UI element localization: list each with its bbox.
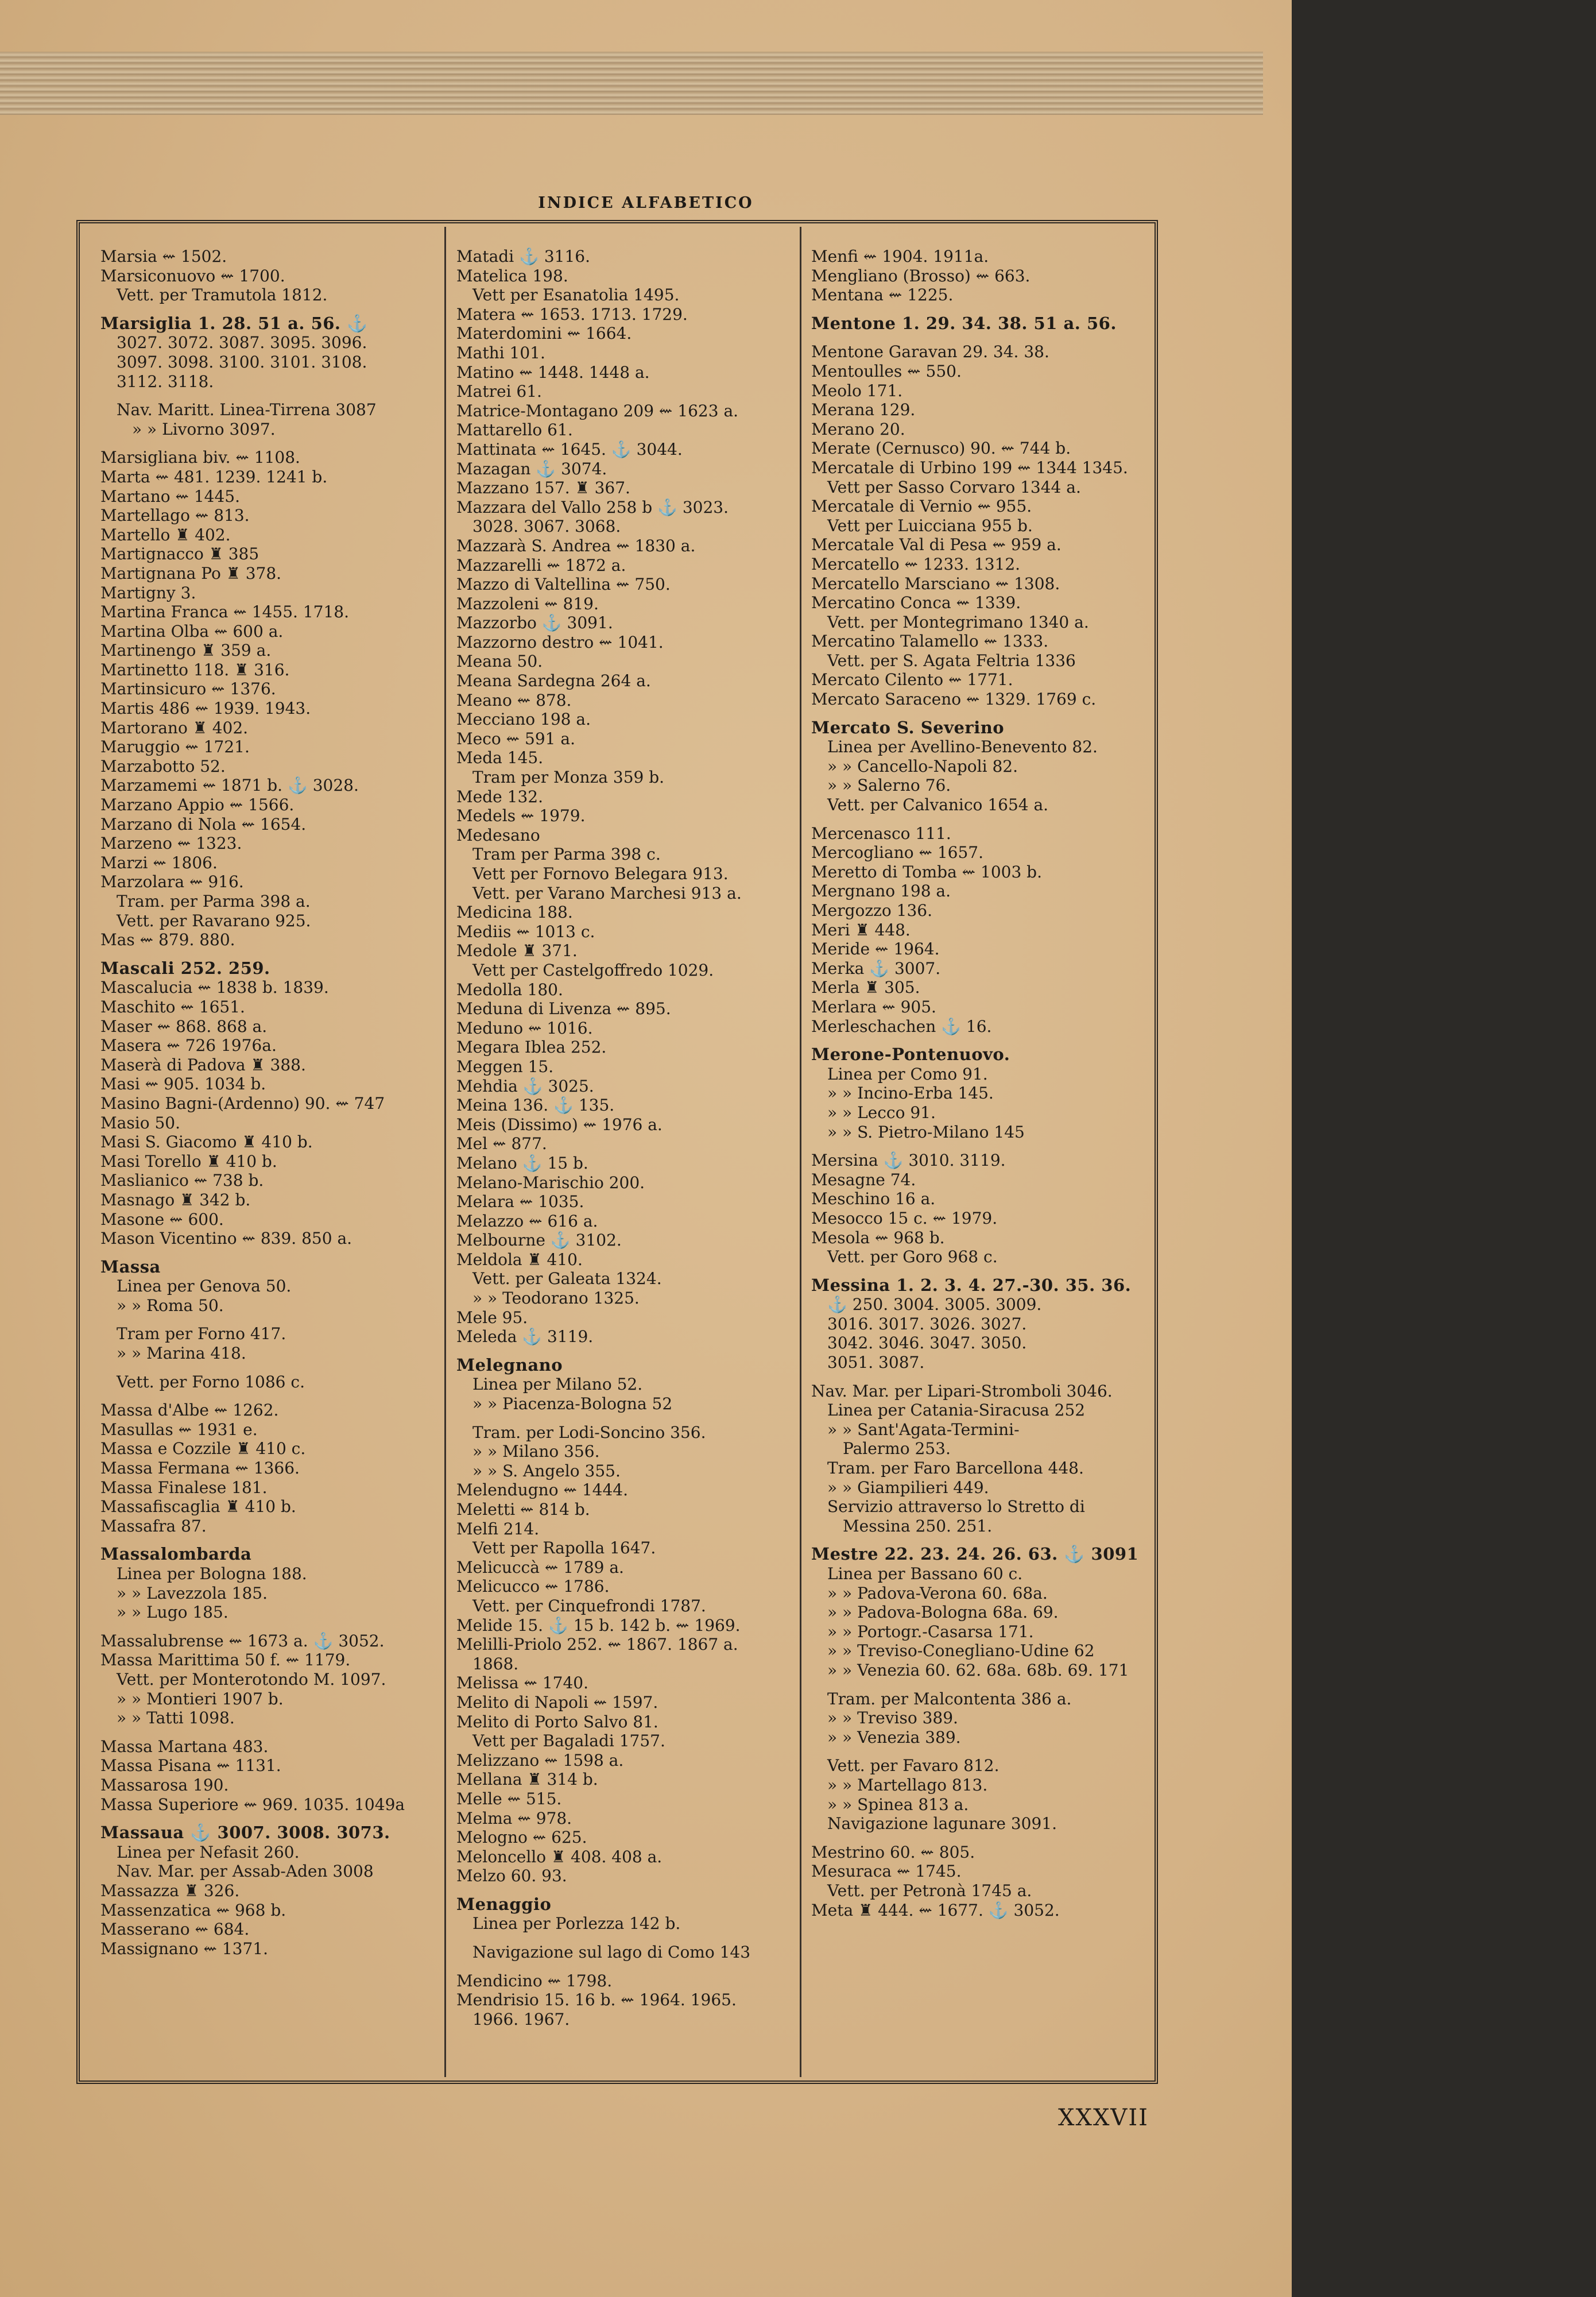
index-entry: Meano ⇜ 878. bbox=[456, 690, 572, 710]
index-entry: Mersina ⚓ 3010. 3119. bbox=[811, 1151, 1006, 1170]
index-entry: Masi Torello ♜ 410 b. bbox=[100, 1151, 277, 1171]
index-entry: Masino Bagni-(Ardenno) 90. ⇜ 747 bbox=[100, 1093, 385, 1113]
index-entry: Mestrino 60. ⇜ 805. bbox=[811, 1842, 975, 1862]
index-entry: Martello ♜ 402. bbox=[100, 525, 231, 544]
index-entry: Marsigliana biv. ⇜ 1108. bbox=[100, 448, 300, 467]
index-heading: Massalombarda bbox=[100, 1544, 252, 1564]
index-entry: Meolo 171. bbox=[811, 381, 903, 400]
index-entry: Massa Finalese 181. bbox=[100, 1478, 268, 1497]
index-entry: Melissa ⇜ 1740. bbox=[456, 1673, 589, 1693]
index-entry: Mazzano 157. ♜ 367. bbox=[456, 478, 630, 498]
index-entry: Melide 15. ⚓ 15 b. 142 b. ⇜ 1969. bbox=[456, 1615, 741, 1635]
index-entry: Marzolara ⇜ 916. bbox=[100, 872, 244, 892]
index-entry: Merate (Cernusco) 90. ⇜ 744 b. bbox=[811, 439, 1071, 458]
index-entry: » » Cancello-Napoli 82. bbox=[827, 756, 1018, 776]
index-entry: Massa e Cozzile ♜ 410 c. bbox=[100, 1439, 306, 1459]
index-entry: Mazzarà S. Andrea ⇜ 1830 a. bbox=[456, 536, 696, 555]
index-entry: Masio 50. bbox=[100, 1113, 180, 1132]
index-heading: Marsiglia 1. 28. 51 a. 56. ⚓ bbox=[100, 313, 368, 333]
index-entry: Meschino 16 a. bbox=[811, 1189, 936, 1209]
index-entry: » » Lavezzola 185. bbox=[117, 1583, 268, 1603]
column-divider bbox=[444, 227, 446, 2077]
index-entry: Maschito ⇜ 1651. bbox=[100, 997, 245, 1016]
index-entry: Nav. Maritt. Linea-Tirrena 3087 bbox=[117, 400, 377, 420]
index-entry: Vett. per Tramutola 1812. bbox=[117, 285, 328, 305]
index-entry: Tram. per Lodi-Soncino 356. bbox=[472, 1422, 706, 1442]
index-entry: Matera ⇜ 1653. 1713. 1729. bbox=[456, 304, 688, 324]
index-entry: Merana 129. bbox=[811, 400, 916, 420]
index-entry: » » Montieri 1907 b. bbox=[117, 1689, 284, 1708]
index-entry: Melma ⇜ 978. bbox=[456, 1808, 572, 1828]
index-entry: Martigny 3. bbox=[100, 583, 196, 602]
index-heading: Mestre 22. 23. 24. 26. 63. ⚓ 3091 bbox=[811, 1544, 1139, 1564]
index-entry: Martignana Po ♜ 378. bbox=[100, 563, 282, 583]
index-entry: Tram per Forno 417. bbox=[117, 1324, 286, 1344]
index-entry: Matino ⇜ 1448. 1448 a. bbox=[456, 362, 650, 382]
index-entry: Mehdia ⚓ 3025. bbox=[456, 1076, 594, 1096]
index-entry: Navigazione sul lago di Como 143 bbox=[472, 1943, 751, 1962]
index-entry: Mesola ⇜ 968 b. bbox=[811, 1228, 945, 1247]
index-entry: Medesano bbox=[456, 825, 540, 845]
index-entry: Massenzatica ⇜ 968 b. bbox=[100, 1900, 286, 1920]
index-entry: » » Incino-Erba 145. bbox=[827, 1084, 994, 1103]
page-edge bbox=[0, 52, 1263, 115]
index-entry: 3051. 3087. bbox=[827, 1353, 925, 1372]
index-entry: Vett. per Montegrimano 1340 a. bbox=[827, 612, 1089, 632]
index-entry: Medole ♜ 371. bbox=[456, 941, 578, 961]
index-entry: Medels ⇜ 1979. bbox=[456, 806, 586, 826]
index-entry: Mercatale Val di Pesa ⇜ 959 a. bbox=[811, 535, 1062, 555]
index-heading: Menaggio bbox=[456, 1894, 552, 1914]
index-entry: Melazzo ⇜ 616 a. bbox=[456, 1211, 598, 1231]
index-entry: Nav. Mar. per Lipari-Stromboli 3046. bbox=[811, 1381, 1113, 1401]
index-entry: » » Teodorano 1325. bbox=[472, 1289, 640, 1308]
index-entry: » » Venezia 389. bbox=[827, 1727, 961, 1747]
index-entry: Massa Martana 483. bbox=[100, 1737, 269, 1756]
index-entry: Mercatale di Vernio ⇜ 955. bbox=[811, 497, 1032, 516]
index-entry: » » Venezia 60. 62. 68a. 68b. 69. 171 bbox=[827, 1660, 1129, 1680]
index-entry: Melano ⚓ 15 b. bbox=[456, 1153, 588, 1173]
index-column-1 bbox=[100, 247, 439, 2056]
index-heading: Massa bbox=[100, 1256, 161, 1277]
index-entry: 1868. bbox=[472, 1654, 519, 1673]
index-entry: Mercatello ⇜ 1233. 1312. bbox=[811, 554, 1021, 574]
index-entry: Merleschachen ⚓ 16. bbox=[811, 1016, 992, 1036]
index-entry: Linea per Bassano 60 c. bbox=[827, 1564, 1023, 1583]
index-entry: Masi ⇜ 905. 1034 b. bbox=[100, 1074, 266, 1094]
index-entry: Meana Sardegna 264 a. bbox=[456, 671, 651, 691]
index-entry: 3028. 3067. 3068. bbox=[472, 517, 621, 536]
index-entry: Mercogliano ⇜ 1657. bbox=[811, 843, 984, 863]
index-entry: Linea per Bologna 188. bbox=[117, 1564, 307, 1583]
index-entry: Marzano Appio ⇜ 1566. bbox=[100, 795, 295, 815]
index-entry: Martinengo ♜ 359 a. bbox=[100, 641, 272, 660]
index-entry: Vett. per S. Agata Feltria 1336 bbox=[827, 651, 1076, 670]
page-number: XXXVII bbox=[1058, 2105, 1149, 2131]
index-entry: Mercatello Marsciano ⇜ 1308. bbox=[811, 574, 1060, 593]
index-entry: Mercato Saraceno ⇜ 1329. 1769 c. bbox=[811, 690, 1097, 709]
index-entry: Martina Olba ⇜ 600 a. bbox=[100, 621, 284, 641]
index-entry: Melito di Napoli ⇜ 1597. bbox=[456, 1692, 658, 1712]
index-entry: Meda 145. bbox=[456, 748, 544, 768]
index-entry: Mentone Garavan 29. 34. 38. bbox=[811, 342, 1049, 362]
index-entry: Marsia ⇜ 1502. bbox=[100, 247, 227, 266]
index-entry: Mazzorno destro ⇜ 1041. bbox=[456, 632, 664, 652]
index-entry: Meletti ⇜ 814 b. bbox=[456, 1500, 590, 1519]
index-entry: Martina Franca ⇜ 1455. 1718. bbox=[100, 602, 349, 622]
index-entry: Vett. per Galeata 1324. bbox=[472, 1269, 662, 1289]
index-entry: Martignacco ♜ 385 bbox=[100, 544, 259, 564]
index-entry: Vett. per Varano Marchesi 913 a. bbox=[472, 883, 742, 903]
index-entry: Medolla 180. bbox=[456, 980, 563, 999]
index-entry: Vett. per Monterotondo M. 1097. bbox=[117, 1669, 386, 1689]
index-entry: » » S. Pietro-Milano 145 bbox=[827, 1122, 1025, 1142]
index-entry: » » Treviso 389. bbox=[827, 1708, 958, 1728]
index-entry: Vett. per Forno 1086 c. bbox=[117, 1372, 305, 1391]
index-entry: Merla ♜ 305. bbox=[811, 978, 920, 997]
index-entry: Marzabotto 52. bbox=[100, 756, 226, 776]
index-entry: Massarosa 190. bbox=[100, 1775, 229, 1795]
index-entry: Mergnano 198 a. bbox=[811, 881, 951, 901]
index-entry: » » S. Angelo 355. bbox=[472, 1461, 621, 1480]
index-entry: Mengliano (Brosso) ⇜ 663. bbox=[811, 266, 1031, 285]
index-entry: Meis (Dissimo) ⇜ 1976 a. bbox=[456, 1115, 663, 1134]
index-entry: Mercatale di Urbino 199 ⇜ 1344 1345. bbox=[811, 458, 1128, 477]
index-entry: Mecciano 198 a. bbox=[456, 710, 591, 729]
index-entry: Massazza ♜ 326. bbox=[100, 1881, 240, 1900]
index-entry: Linea per Genova 50. bbox=[117, 1277, 292, 1296]
index-entry: Mazzara del Vallo 258 b ⚓ 3023. bbox=[456, 497, 729, 517]
index-entry: Maser ⇜ 868. 868 a. bbox=[100, 1016, 268, 1036]
index-entry: Massa Fermana ⇜ 1366. bbox=[100, 1459, 300, 1478]
index-entry: Meta ♜ 444. ⇜ 1677. ⚓ 3052. bbox=[811, 1900, 1060, 1920]
index-entry: Meco ⇜ 591 a. bbox=[456, 729, 575, 748]
index-entry: Mesocco 15 c. ⇜ 1979. bbox=[811, 1208, 998, 1228]
index-entry: Melle ⇜ 515. bbox=[456, 1789, 562, 1808]
index-entry: Mazzoleni ⇜ 819. bbox=[456, 594, 599, 613]
index-entry: Merano 20. bbox=[811, 419, 905, 439]
index-entry: Palermo 253. bbox=[843, 1439, 951, 1459]
index-entry: Masullas ⇜ 1931 e. bbox=[100, 1420, 258, 1439]
index-heading: Merone-Pontenuovo. bbox=[811, 1045, 1010, 1065]
index-entry: Mentana ⇜ 1225. bbox=[811, 285, 954, 305]
index-entry: Linea per Avellino-Benevento 82. bbox=[827, 737, 1098, 757]
index-entry: Meride ⇜ 1964. bbox=[811, 939, 940, 959]
index-entry: Matrice-Montagano 209 ⇜ 1623 a. bbox=[456, 401, 739, 420]
index-entry: Linea per Como 91. bbox=[827, 1064, 988, 1084]
index-entry: Mercatino Talamello ⇜ 1333. bbox=[811, 632, 1049, 651]
index-entry: Massa Superiore ⇜ 969. 1035. 1049a bbox=[100, 1795, 405, 1814]
index-entry: Tram per Parma 398 c. bbox=[472, 845, 661, 864]
index-entry: Melizzano ⇜ 1598 a. bbox=[456, 1750, 624, 1770]
index-entry: Massignano ⇜ 1371. bbox=[100, 1939, 269, 1958]
index-entry: Marzano di Nola ⇜ 1654. bbox=[100, 814, 307, 834]
index-entry: Meggen 15. bbox=[456, 1057, 554, 1076]
index-entry: » » Giampilieri 449. bbox=[827, 1478, 989, 1497]
index-column-3 bbox=[811, 247, 1150, 2056]
index-entry: Masera ⇜ 726 1976a. bbox=[100, 1036, 277, 1055]
index-entry: Nav. Mar. per Assab-Aden 3008 bbox=[117, 1862, 374, 1881]
index-entry: Mesuraca ⇜ 1745. bbox=[811, 1862, 962, 1881]
index-entry: Massalubrense ⇜ 1673 a. ⚓ 3052. bbox=[100, 1631, 385, 1650]
index-entry: » » Piacenza-Bologna 52 bbox=[472, 1394, 673, 1414]
index-entry: Mendicino ⇜ 1798. bbox=[456, 1971, 613, 1990]
index-entry: » » Lugo 185. bbox=[117, 1603, 228, 1622]
index-entry: » » Sant'Agata-Termini- bbox=[827, 1420, 1020, 1439]
index-entry: Melendugno ⇜ 1444. bbox=[456, 1480, 628, 1500]
index-entry: Vett per Luicciana 955 b. bbox=[827, 516, 1033, 535]
index-entry: 1966. 1967. bbox=[472, 2009, 570, 2029]
index-entry: Maserà di Padova ♜ 388. bbox=[100, 1055, 306, 1074]
index-heading: Melegnano bbox=[456, 1355, 563, 1375]
index-entry: Meloncello ♜ 408. 408 a. bbox=[456, 1847, 663, 1866]
index-entry: Menfi ⇜ 1904. 1911a. bbox=[811, 247, 989, 266]
index-entry: 3016. 3017. 3026. 3027. bbox=[827, 1314, 1027, 1333]
index-entry: Vett per Castelgoffredo 1029. bbox=[472, 960, 714, 980]
index-entry: Linea per Nefasit 260. bbox=[117, 1842, 300, 1862]
index-entry: Megara Iblea 252. bbox=[456, 1038, 607, 1057]
index-heading: Mentone 1. 29. 34. 38. 51 a. 56. bbox=[811, 313, 1117, 333]
index-entry: Mattinata ⇜ 1645. ⚓ 3044. bbox=[456, 439, 683, 459]
index-entry: Maruggio ⇜ 1721. bbox=[100, 737, 250, 757]
index-entry: » » Padova-Verona 60. 68a. bbox=[827, 1583, 1048, 1603]
index-entry: Vett per Bagaladi 1757. bbox=[472, 1731, 665, 1751]
index-entry: Mathi 101. bbox=[456, 343, 545, 362]
index-entry: Vett. per Favaro 812. bbox=[827, 1756, 1000, 1776]
index-entry: Vett per Rapolla 1647. bbox=[472, 1538, 656, 1558]
index-heading: Mascali 252. 259. bbox=[100, 958, 270, 978]
index-entry: Vett per Sasso Corvaro 1344 a. bbox=[827, 477, 1081, 497]
index-entry: Meina 136. ⚓ 135. bbox=[456, 1096, 615, 1115]
index-entry: » » Milano 356. bbox=[472, 1442, 600, 1461]
index-entry: Marzeno ⇜ 1323. bbox=[100, 834, 242, 853]
index-entry: Mendrisio 15. 16 b. ⇜ 1964. 1965. bbox=[456, 1990, 737, 2010]
index-entry: Mas ⇜ 879. 880. bbox=[100, 930, 235, 950]
index-entry: Vett. per Goro 968 c. bbox=[827, 1247, 998, 1267]
index-entry: Marsiconuovo ⇜ 1700. bbox=[100, 266, 285, 285]
index-entry: Matelica 198. bbox=[456, 266, 568, 285]
index-entry: Meretto di Tomba ⇜ 1003 b. bbox=[811, 862, 1043, 881]
index-entry: Melilli-Priolo 252. ⇜ 1867. 1867 a. bbox=[456, 1635, 738, 1654]
index-entry: Melbourne ⚓ 3102. bbox=[456, 1231, 622, 1250]
index-entry: Mesagne 74. bbox=[811, 1170, 916, 1189]
index-entry: Mazagan ⚓ 3074. bbox=[456, 459, 607, 478]
index-entry: Merlara ⇜ 905. bbox=[811, 997, 936, 1016]
index-entry: » » Lecco 91. bbox=[827, 1103, 936, 1122]
index-entry: » » Marina 418. bbox=[117, 1344, 246, 1363]
index-entry: Masnago ♜ 342 b. bbox=[100, 1190, 251, 1209]
index-entry: Masone ⇜ 600. bbox=[100, 1209, 224, 1229]
index-entry: Massa d'Albe ⇜ 1262. bbox=[100, 1401, 279, 1420]
index-entry: Mercatino Conca ⇜ 1339. bbox=[811, 593, 1021, 613]
index-entry: Mel ⇜ 877. bbox=[456, 1134, 547, 1154]
index-entry: Mazzorbo ⚓ 3091. bbox=[456, 613, 613, 633]
index-entry: » » Spinea 813 a. bbox=[827, 1795, 969, 1814]
index-entry: » » Portogr.-Casarsa 171. bbox=[827, 1622, 1034, 1641]
index-entry: Tram. per Faro Barcellona 448. bbox=[827, 1459, 1084, 1478]
index-entry: » » Salerno 76. bbox=[827, 776, 951, 795]
index-entry: Mazzarelli ⇜ 1872 a. bbox=[456, 555, 626, 575]
index-entry: Navigazione lagunare 3091. bbox=[827, 1814, 1057, 1834]
index-entry: Messina 250. 251. bbox=[843, 1516, 993, 1536]
index-entry: Meleda ⚓ 3119. bbox=[456, 1327, 594, 1347]
index-entry: ⚓ 250. 3004. 3005. 3009. bbox=[827, 1295, 1042, 1314]
index-entry: Matadi ⚓ 3116. bbox=[456, 247, 591, 266]
index-entry: Linea per Milano 52. bbox=[472, 1375, 643, 1394]
index-heading: Mercato S. Severino bbox=[811, 717, 1005, 737]
index-entry: Merka ⚓ 3007. bbox=[811, 958, 941, 978]
index-entry: Marzi ⇜ 1806. bbox=[100, 853, 218, 872]
index-entry: Massa Marittima 50 f. ⇜ 1179. bbox=[100, 1650, 351, 1670]
index-entry: Mentoulles ⇜ 550. bbox=[811, 361, 962, 381]
index-entry: Martis 486 ⇜ 1939. 1943. bbox=[100, 699, 311, 718]
index-entry: » » Livorno 3097. bbox=[132, 419, 276, 439]
index-entry: Vett. per Petronà 1745 a. bbox=[827, 1881, 1032, 1900]
index-entry: Melicucco ⇜ 1786. bbox=[456, 1577, 610, 1596]
index-entry: Masi S. Giacomo ♜ 410 b. bbox=[100, 1132, 313, 1152]
index-entry: Mercato Cilento ⇜ 1771. bbox=[811, 670, 1013, 690]
index-entry: Linea per Porlezza 142 b. bbox=[472, 1914, 681, 1933]
index-entry: Mercenasco 111. bbox=[811, 823, 951, 843]
index-entry: Medicina 188. bbox=[456, 903, 573, 922]
index-entry: Mediis ⇜ 1013 c. bbox=[456, 922, 595, 941]
index-entry: Melfi 214. bbox=[456, 1519, 540, 1538]
index-entry: Meldola ♜ 410. bbox=[456, 1250, 583, 1269]
index-entry: » » Treviso-Conegliano-Udine 62 bbox=[827, 1641, 1095, 1661]
index-entry: » » Tatti 1098. bbox=[117, 1708, 235, 1728]
index-entry: Marzamemi ⇜ 1871 b. ⚓ 3028. bbox=[100, 776, 359, 795]
index-entry: Mattarello 61. bbox=[456, 420, 573, 440]
index-entry: Massafra 87. bbox=[100, 1516, 207, 1536]
index-heading: Massaua ⚓ 3007. 3008. 3073. bbox=[100, 1823, 390, 1843]
index-heading: Messina 1. 2. 3. 4. 27.-30. 35. 36. bbox=[811, 1275, 1132, 1295]
index-entry: Mellana ♜ 314 b. bbox=[456, 1770, 598, 1789]
index-entry: Tram per Monza 359 b. bbox=[472, 768, 665, 787]
page-title: INDICE ALFABETICO bbox=[538, 194, 754, 212]
index-entry: Melogno ⇜ 625. bbox=[456, 1828, 587, 1847]
index-entry: Meduno ⇜ 1016. bbox=[456, 1018, 593, 1038]
index-entry: Tram. per Parma 398 a. bbox=[117, 892, 311, 911]
index-entry: Meri ♜ 448. bbox=[811, 920, 911, 939]
index-entry: Martinsicuro ⇜ 1376. bbox=[100, 679, 276, 699]
index-entry: Massafiscaglia ♜ 410 b. bbox=[100, 1497, 296, 1517]
index-entry: Martorano ♜ 402. bbox=[100, 718, 249, 737]
index-entry: Masserano ⇜ 684. bbox=[100, 1920, 250, 1939]
index-entry: Melicuccà ⇜ 1789 a. bbox=[456, 1557, 624, 1577]
index-entry: Martinetto 118. ♜ 316. bbox=[100, 660, 290, 679]
index-entry: Tram. per Malcontenta 386 a. bbox=[827, 1689, 1072, 1708]
index-entry: Maslianico ⇜ 738 b. bbox=[100, 1171, 264, 1190]
index-entry: Melzo 60. 93. bbox=[456, 1866, 567, 1886]
index-entry: » » Padova-Bologna 68a. 69. bbox=[827, 1603, 1059, 1622]
index-entry: Vett per Esanatolia 1495. bbox=[472, 285, 680, 305]
index-entry: » » Roma 50. bbox=[117, 1296, 224, 1315]
index-entry: Meduna di Livenza ⇜ 895. bbox=[456, 999, 671, 1019]
index-entry: Matrei 61. bbox=[456, 382, 542, 401]
index-entry: Materdomini ⇜ 1664. bbox=[456, 324, 632, 343]
index-entry: Vett. per Ravarano 925. bbox=[117, 911, 311, 930]
index-entry: Melano-Marischio 200. bbox=[456, 1173, 645, 1192]
index-entry: Massa Pisana ⇜ 1131. bbox=[100, 1756, 281, 1776]
index-entry: Vett. per Calvanico 1654 a. bbox=[827, 795, 1049, 815]
index-entry: Marta ⇜ 481. 1239. 1241 b. bbox=[100, 467, 328, 486]
index-entry: Mazzo di Valtellina ⇜ 750. bbox=[456, 575, 671, 594]
index-entry: Melara ⇜ 1035. bbox=[456, 1192, 584, 1212]
index-entry: Meana 50. bbox=[456, 652, 543, 671]
index-entry: Mergozzo 136. bbox=[811, 901, 933, 920]
index-column-2 bbox=[456, 247, 795, 2056]
index-entry: 3042. 3046. 3047. 3050. bbox=[827, 1333, 1027, 1353]
index-entry: Mason Vicentino ⇜ 839. 850 a. bbox=[100, 1229, 352, 1248]
index-entry: Melito di Porto Salvo 81. bbox=[456, 1712, 658, 1731]
index-entry: Mele 95. bbox=[456, 1308, 528, 1327]
index-entry: Vett. per Cinquefrondi 1787. bbox=[472, 1596, 706, 1615]
index-entry: Vett per Fornovo Belegara 913. bbox=[472, 864, 729, 883]
column-divider bbox=[800, 227, 801, 2077]
index-entry: Linea per Catania-Siracusa 252 bbox=[827, 1401, 1086, 1420]
index-entry: Martano ⇜ 1445. bbox=[100, 486, 241, 506]
index-entry: 3112. 3118. bbox=[117, 372, 214, 391]
index-entry: 3097. 3098. 3100. 3101. 3108. bbox=[117, 352, 367, 372]
index-entry: 3027. 3072. 3087. 3095. 3096. bbox=[117, 333, 367, 353]
index-entry: Martellago ⇜ 813. bbox=[100, 506, 250, 525]
index-entry: Mede 132. bbox=[456, 787, 543, 806]
index-entry: Servizio attraverso lo Stretto di bbox=[827, 1497, 1085, 1517]
index-entry: Mascalucia ⇜ 1838 b. 1839. bbox=[100, 978, 329, 997]
index-entry: » » Martellago 813. bbox=[827, 1775, 988, 1795]
